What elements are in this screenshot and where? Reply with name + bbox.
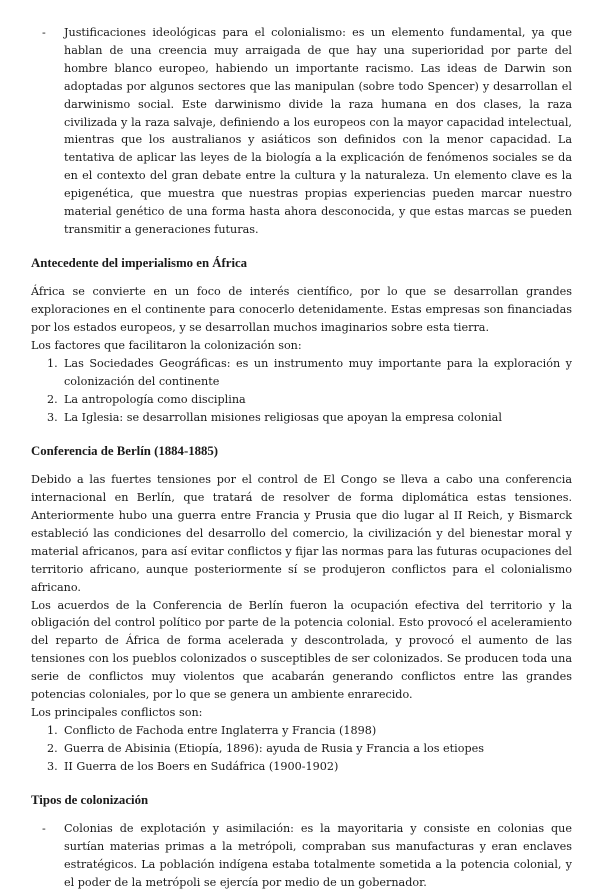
list-item xyxy=(31,722,572,740)
section-heading-tipos: Tipos de colonización xyxy=(31,792,149,807)
antecedente-factors-intro: Los factores que facilitaron la colonización son: xyxy=(31,339,302,353)
list-number: 3. xyxy=(47,759,58,773)
section-heading-antecedente: Antecedente del imperialismo en África xyxy=(31,255,248,270)
list-item xyxy=(31,820,572,892)
list-item-text: Conflicto de Fachoda entre Inglaterra y Francia (1898) xyxy=(64,723,377,737)
list-number: 3. xyxy=(47,410,58,424)
list-item-text: La Iglesia: se desarrollan misiones religiosas que apoyan la empresa colonial xyxy=(64,410,502,424)
list-item-text: Guerra de Abisinia (Etiopía, 1896): ayuda de Rusia y Francia a los etiopes xyxy=(64,741,485,755)
ideological-justification-text: Justificaciones ideológicas para el colonialismo: es un elemento fundamental, ya que hablan de una creencia muy arraigada de que hay una superioridad por parte del hombre blanco europeo, habiendo un importante racismo. Las ideas de Darwin son adoptadas por algunos sectores que las manipulan (sobre todo Spencer) y desarrollan el darwinismo social. Este darwinismo divide la raza humana en dos clases, la raza civilizada y la raza salvaje, definiendo a los europeos con la mayor capacidad intelectual, mientras que los australianos y asiáticos son definidos con la menor capacidad. La tentativa de aplicar las leyes de la biología a la explicación de fenómenos sociales se da en el contexto del gran debate entre la cultura y la naturaleza. Un elemento clave es la epigenética, que muestra que nuestras propias experiencias pueden marcar nuestro material genético de una forma hasta ahora desconocida, y que estas marcas se pueden transmitir a generaciones futuras. xyxy=(64,26,572,236)
list-number: 1. xyxy=(47,357,58,371)
dash-bullet: - xyxy=(42,822,46,836)
list-item xyxy=(31,391,572,409)
conflicts-list xyxy=(31,722,572,776)
list-number: 2. xyxy=(47,741,58,755)
colonization-types-list xyxy=(31,820,572,892)
antecedente-paragraph: África se convierte en un foco de interés científico, por lo que se desarrollan grandes exploraciones en el continente para conocerlo detenidamente. Estas empresas son financiadas por los estados europeos, y se desarrollan muchos imaginarios sobre esta tierra. xyxy=(31,285,572,335)
list-number: 1. xyxy=(47,723,58,737)
list-item xyxy=(31,355,572,391)
berlin-paragraph-1: Debido a las fuertes tensiones por el control de El Congo se lleva a cabo una conferencia internacional en Berlín, que tratará de resolver de forma diplomática estas tensiones. Anteriormente hubo una guerra entre Francia y Prusia que dio lugar al II Reich, y Bismarck estableció las condiciones del desarrollo del comercio, la civilización y del bienestar moral y material africanos, para así evitar conflictos y fijar las normas para las futuras ocupaciones del territorio africano, aunque posteriormente sí se produjeron conflictos para el colonialismo africano. xyxy=(31,473,572,594)
section-heading-berlin: Conferencia de Berlín (1884-1885) xyxy=(31,443,219,458)
list-item xyxy=(31,758,572,776)
list-item xyxy=(31,740,572,758)
berlin-paragraph-2: Los acuerdos de la Conferencia de Berlín fueron la ocupación efectiva del territorio y la obligación del control político por parte de la potencia colonial. Esto provocó el aceleramiento del reparto de África de forma acelerada y descontrolada, y provocó el aumento de las tensiones con los pueblos colonizados o susceptibles de ser colonizados. Se producen toda una serie de conflictos muy violentos que acabarán generando conflictos entre las grandes potencias coloniales, por lo que se genera un ambiente enrarecido. xyxy=(31,598,572,702)
dash-bullet: - xyxy=(42,26,46,39)
list-item-text: La antropología como disciplina xyxy=(64,392,246,406)
list-item xyxy=(31,409,572,427)
list-item-text: II Guerra de los Boers en Sudáfrica (1900-1902) xyxy=(64,759,339,773)
list-item-text: Las Sociedades Geográficas: es un instrumento muy importante para la exploración y colonización del continente xyxy=(64,357,572,388)
list-item xyxy=(31,24,572,239)
list-item-text: Colonias de explotación y asimilación: es la mayoritaria y consiste en colonias que surtían materias primas a la metrópoli, compraban sus manufacturas y eran enclaves estratégicos. La población indígena estaba totalmente sometida a la potencia colonial, y el poder de la metrópoli se ejercía por medio de un gobernador. xyxy=(64,822,572,889)
colonization-factors-list xyxy=(31,355,572,427)
ideological-justification-list xyxy=(31,24,572,239)
list-number: 2. xyxy=(47,392,58,406)
berlin-conflicts-intro: Los principales conflictos son: xyxy=(31,705,203,719)
document-page xyxy=(31,24,572,892)
